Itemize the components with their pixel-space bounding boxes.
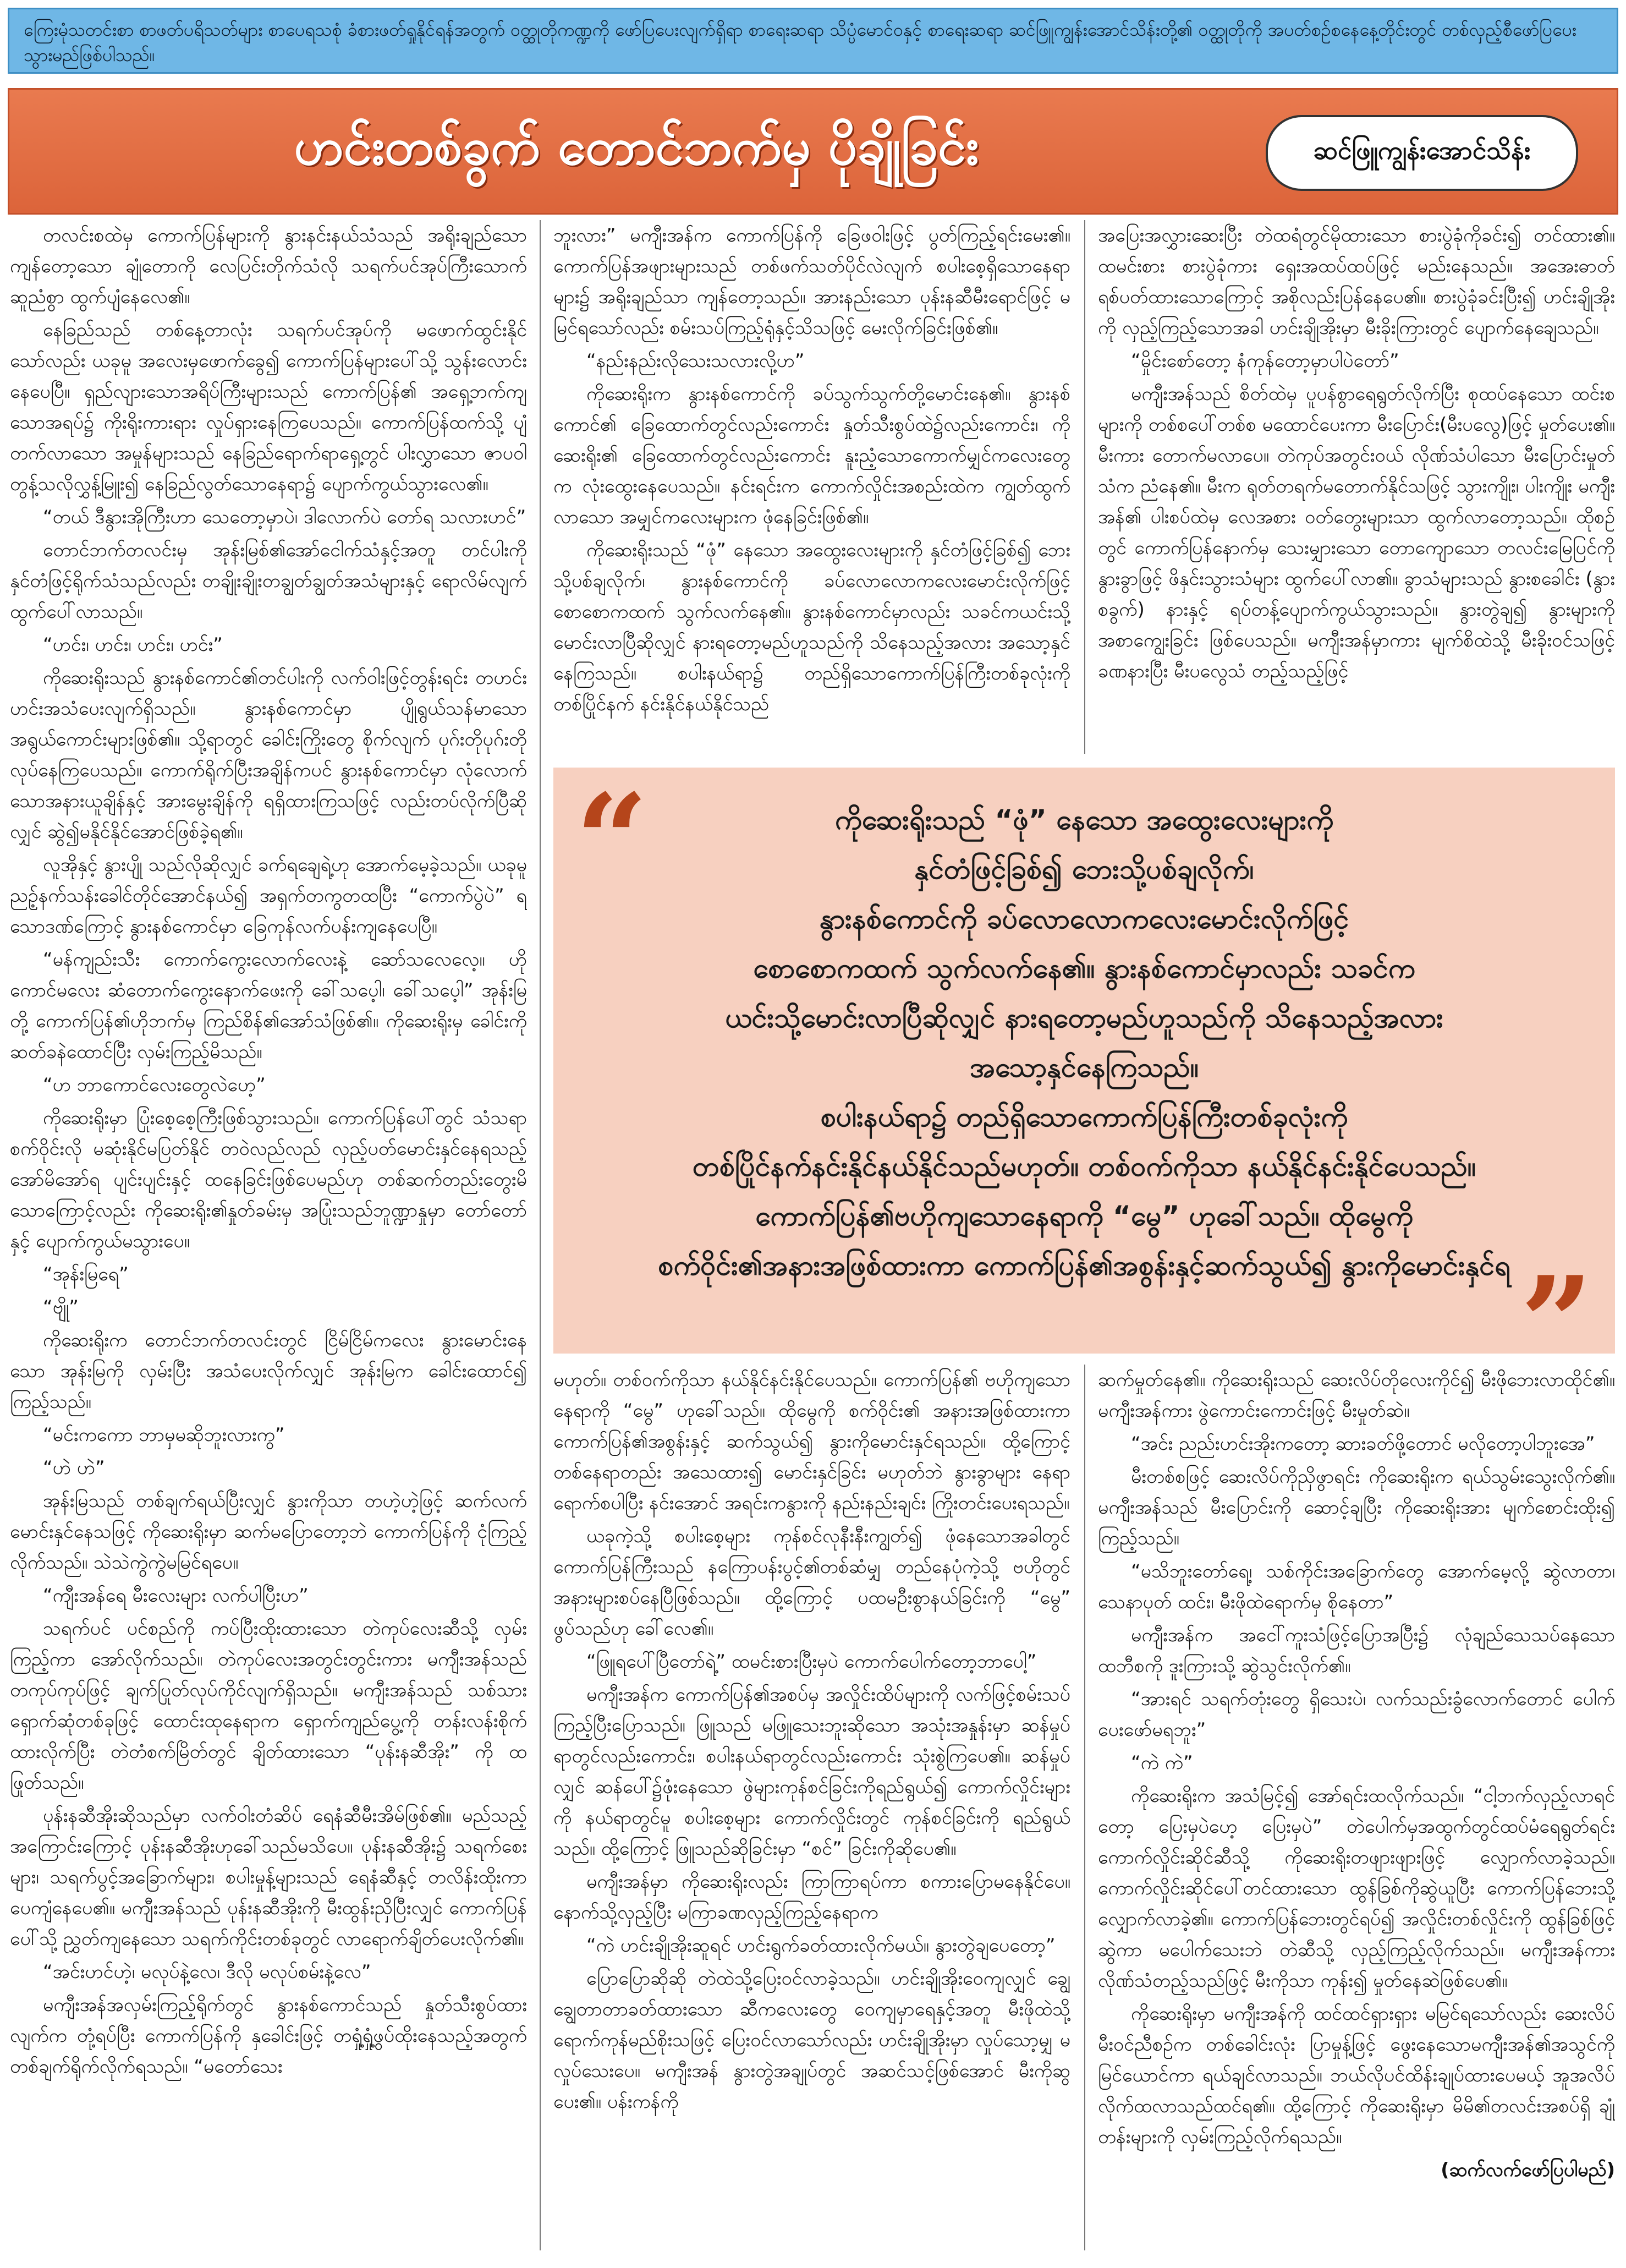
paragraph: မကျီးအန်မှာ ကိုဆေးရိုးလည်း ကြာကြာရပ်ကာ စကားပြောမနေနိုင်ပေ။ နောက်သို့လှည့်ပြီး မကြာခဏလှည့်ကြည့်နေရာက bbox=[553, 1871, 1070, 1924]
paragraph: နေခြည်သည် တစ်နေ့တာလုံး သရက်ပင်အုပ်ကို မဖောက်ထွင်းနိုင်သော်လည်း ယခုမူ အလေးမှဖောက်ခွေ၍ ကောက်ပြန်များပေါ်သို့ သွန်းလောင်းနေပေပြီ။ ရှည်လျားသောအရိပ်ကြီးများသည် ကောက်ပြန်၏ အရှေ့ဘက်ကျသောအရပ်၌ ကိုးရိုးကားရား လှုပ်ရှားနေကြပေသည်။ ကောက်ပြန်ထက်သို့ ပျံတက်လာသော အမှုန်များသည် နေခြည်ရောက်ရာရှေ့တွင် ပါးလွှာသော ဇာပဝါတွန့်သလိုလွှန့်မြူး၍ နေခြည်လွတ်သောနေရာ၌ ပျောက်ကွယ်သွားလေ၏။ bbox=[10, 319, 527, 495]
pull-quote-line: ကောက်ပြန်၏ဗဟိုကျသောနေရာကို “မွေ” ဟုခေါ်သည်။ ထိုမွေကို bbox=[755, 1200, 1413, 1232]
quote-close-icon: ” bbox=[1520, 1249, 1593, 1398]
paragraph: သရက်ပင် ပင်စည်ကို ကပ်ပြီးထိုးထားသော တဲကုပ်လေးဆီသို့ လှမ်းကြည့်ကာ အော်လိုက်သည်။ တဲကုပ်လေးအတွင်းတွင်းကား မကျီးအန်သည် တကုပ်ကုပ်ဖြင့် ချက်ပြုတ်လုပ်ကိုင်လျက်ရှိသည်။ မကျီးအန်သည် သစ်သားရှောက်ဆုံတစ်ခုဖြင့် ထောင်းထုနေရာက ရှောက်ကျည်ပွေ့ကို တန်းလန်းစိုက်ထားလိုက်ပြီး တဲတံစက်မြိတ်တွင် ချိတ်ထားသော “ပုန်းနဆီအိုး” ကို ထဖြုတ်သည်။ bbox=[10, 1618, 527, 1794]
pull-quote-line: အသော့နှင်နေကြသည်။ bbox=[970, 1051, 1199, 1083]
column-divider bbox=[1084, 220, 1085, 754]
paragraph: ဆက်မှုတ်နေ၏။ ကိုဆေးရိုးသည် ဆေးလိပ်တိုလေးကိုင်၍ မီးဖိုဘေးလာထိုင်၏။ မကျီးအန်ကား ဖွဲကောင်းကောင်းဖြင့် မီးမှုတ်ဆဲ။ bbox=[1098, 1369, 1615, 1422]
paragraph: ကိုဆေးရိုးက တောင်ဘက်တလင်းတွင် ငြိမ်ငြိမ်ကလေး နွားမောင်းနေသော အုန်းမြကို လှမ်းပြီး အသံပေးလိုက်လျှင် အုန်းမြက ခေါင်းထောင်၍ ကြည့်သည်။ bbox=[10, 1329, 527, 1413]
paragraph: ကိုဆေးရိုးမှာ ပြုံးစေ့စေ့ကြီးဖြစ်သွားသည်။ ကောက်ပြန်ပေါ်တွင် သံသရာစက်ဝိုင်းလို မဆုံးနိုင်မပြတ်နိုင် တဝဲလည်လည် လှည့်ပတ်မောင်းနှင်နေရသည့် အော်မိအော်ရ ပျင်းပျင်းနှင့် ထနေခြင်းဖြစ်ပေမည်ဟု တစ်ဆက်တည်းတွေးမိသောကြောင့်လည်း ကိုဆေးရိုး၏နှုတ်ခမ်းမှ အပြုံးသည်ဘူဏ္ဍာနှုမှာ တော်တော်နှင့် ပျောက်ကွယ်မသွားပေ။ bbox=[10, 1107, 527, 1252]
column-divider bbox=[540, 220, 541, 2250]
paragraph: “ကျီးအန်ရေ မီးလေးများ လက်ပါပြီးဟ” bbox=[43, 1585, 309, 1607]
pull-quote-line: နှင်တံဖြင့်ခြစ်၍ ဘေးသို့ပစ်ချလိုက်၊ bbox=[914, 853, 1254, 885]
paragraph: မကျီးအန်သည် စိတ်ထဲမှ ပူပန်စွာရေရွတ်လိုက်ပြီး စုထပ်နေသော ထင်းစများကို တစ်စပေါ်တစ်စ မထောင်ပေးကာ မီးပြောင်း(မီးပလွေ)ဖြင့် မှုတ်ပေး၏။ မီးကား တောက်မလာပေ။ တဲကုပ်အတွင်းဝယ် လိုဏ်သံပါသော မီးပြောင်းမှုတ်သံက ညံနေ၏။ မီးက ရုတ်တရက်မတောက်နိုင်သဖြင့် သွားကျိုး၊ ပါးကျိုး မကျီးအန်၏ ပါးစပ်ထဲမှ လေအစား ဝတ်တွေးများသာ ထွက်လာတော့သည်။ ထိုစဉ်တွင် ကောက်ပြန်နောက်မှ သေးမျှားသော တောကျောသော တလင်းမြေပြင်ကို နွားခွာဖြင့် ဖိနှင်းသွားသံများ ထွက်ပေါ်လာ၏။ ခွာသံများသည် နွားစခေါင်း (နွားစခွက်) နားနှင့် ရပ်တန့်ပျောက်ကွယ်သွားသည်။ နွားတွဲချ၍ နွားများကို အစာကျွေးခြင်း ဖြစ်ပေသည်။ မကျီးအန်မှာကား မျက်စိထဲသို့ မီးခိုးဝင်သဖြင့် ခဏနားပြီး မီးပလွေသံ တည့်သည့်ဖြင့် bbox=[1098, 383, 1615, 682]
story-title: ဟင်းတစ်ခွက် တောင်ဘက်မှ ပိုချိုခြင်း bbox=[294, 117, 979, 176]
pull-quote-line: ကိုဆေးရိုးသည် “ဖုံ” နေသော အထွေးလေးများကို bbox=[834, 804, 1334, 836]
story-header bbox=[8, 88, 1618, 215]
author-badge: ဆင်ဖြူကျွန်းအောင်သိန်း bbox=[1266, 115, 1578, 191]
paragraph: တလင်းစထဲမှ ကောက်ပြန်များကို နွားနင်းနယ်သံသည် အရိုးချည်သောကျန်တော့သော ချုံတောကို လေပြင်းတိုက်သံလို သရက်ပင်အုပ်ကြီးသောက် ဆူညံစွာ ထွက်ပျံနေလေ၏။ bbox=[10, 224, 527, 308]
paragraph: မဟုတ်။ တစ်ဝက်ကိုသာ နယ်နိုင်နင်းနိုင်ပေသည်။ ကောက်ပြန်၏ ဗဟိုကျသော နေရာကို “မွေ” ဟုခေါ်သည်။ ထိုမွေကို စက်ဝိုင်း၏ အနားအဖြစ်ထားကာ ကောက်ပြန်၏အစွန်းနှင့် ဆက်သွယ်၍ နွားကိုမောင်းနှင်ရသည်။ ထို့ကြောင့် တစ်နေရာတည်း အသေထား၍ မောင်းနှင်ခြင်း မဟုတ်ဘဲ နွားခွာများ နေရာရောက်စပါပြီး နင်းအောင် အရင်းကနွားကို နည်းနည်းချင်း ကြိုးတင်းပေးရသည်။ bbox=[553, 1369, 1070, 1514]
article-column-3-bottom bbox=[1098, 1365, 1615, 2250]
pull-quote-line: စောစောကထက် သွက်လက်နေ၏။ နွားနစ်ကောင်မှာလည်း သခင်က bbox=[753, 952, 1415, 984]
paragraph: “မသိဘူးတော်ရေ့၊ သစ်ကိုင်းအခြောက်တွေ အောက်မေ့လို့ ဆွဲလာတာ၊ သေနာပုတ် ထင်း၊ မီးဖိုထဲရောက်မှ စိုနေတာ” bbox=[1098, 1560, 1615, 1613]
pull-quote-line: တစ်ပြိုင်နက်နင်းနိုင်နယ်နိုင်သည်မဟုတ်။ တစ်ဝက်ကိုသာ နယ်နိုင်နင်းနိုင်ပေသည်။ bbox=[693, 1151, 1476, 1182]
paragraph: ကိုဆေးရိုးသည် နွားနစ်ကောင်၏တင်ပါးကို လက်ဝါးဖြင့်တွန်းရင်း တဟင်းဟင်းအသံပေးလျက်ရှိသည်။ နွားနစ်ကောင်မှာ ပျိုရွယ်သန်မာသောအရွယ်ကောင်းများဖြစ်၏။ သို့ရာတွင် ခေါင်းကြိုးတွေ စိုက်လျက် ပုဂ်းတိုပုဂ်းတိုလုပ်နေကြပေသည်။ ကောက်ရိုက်ပြီးအချိန်ကပင် နွားနစ်ကောင်မှာ လုံလောက်သောအနားယူချိန်နှင့် အားမွေးချိန်ကို ရရှိထားကြသဖြင့် လည်းတပ်လိုက်ပြီဆိုလျှင် ဆွဲ၍မနိုင်နိုင်အောင်ဖြစ်ခဲ့ရ၏။ bbox=[10, 667, 527, 843]
pull-quote-line: နွားနစ်ကောင်ကို ခပ်လောလောကလေးမောင်းလိုက်ဖြင့် bbox=[819, 903, 1349, 935]
paragraph: ကိုဆေးရိုးသည် “ဖုံ” နေသော အထွေးလေးများကို နှင်တံဖြင့်ခြစ်၍ ဘေးသို့ပစ်ချလိုက်၊ နွားနစ်ကောင်ကို ခပ်လောလောကလေးမောင်းလိုက်ဖြင့် စောစောကထက် သွက်လက်နေ၏။ နွားနစ်ကောင်မှာလည်း သခင်ကယင်းသို့မောင်းလာပြီဆိုလျှင် နားရတော့မည်ဟူသည်ကို သိနေသည့်အလား အသော့နှင်နေကြသည်။ စပါးနယ်ရာ၌ တည်ရှိသောကောက်ပြန်ကြီးတစ်ခုလုံးကို တစ်ပြိုင်နက် နင်းနိုင်နယ်နိုင်သည် bbox=[553, 539, 1070, 715]
paragraph: ဘူးလား” မကျီးအန်က ကောက်ပြန်ကို ခြေဖဝါးဖြင့် ပွတ်ကြည့်ရင်းမေး၏။ ကောက်ပြန်အဖျားများသည် တစ်ဖက်သတ်ပိုင်လဲလျက် စပါးစေ့ရှိသောနေရာများ၌ အရိုးချည်သာ ကျန်တော့သည်။ အားနည်းသော ပုန်းနဆီမီးရောင်ဖြင့် မမြင်ရသော်လည်း စမ်းသပ်ကြည့်ရုံနှင့်သိသဖြင့် မေးလိုက်ခြင်းဖြစ်၏။ bbox=[553, 224, 1070, 339]
paragraph: “မန်ကျည်းသီး ကောက်ကွေးလောက်လေးနဲ့ ဆော်သလေလေ့။ ဟိုကောင်မလေး ဆံတောက်ကွေးနောက်ဖေးကို ခေါ်သပေ့ါ၊ ခေါ်သပေ့ါ” အုန်းမြတို့ ကောက်ပြန်၏ဟိုဘက်မှ ကြည်စိန်၏အော်သံဖြစ်၏။ ကိုဆေးရိုးမှ ခေါင်းကို ဆတ်ခနဲထောင်ပြီး လှမ်းကြည့်မိသည်။ bbox=[10, 949, 527, 1063]
paragraph: “ဟ ဘာကောင်လေးတွေလဲဟေ့” bbox=[43, 1074, 266, 1096]
paragraph: “ဖြူရပေါ်ပြီတော်ရဲ့” ထမင်းစားပြီးမှပဲ ကောက်ပေါက်တော့ဘာပေါ့” bbox=[586, 1651, 1037, 1673]
paragraph: လူအိုနှင့် နွားပျို သည်လိုဆိုလျှင် ခက်ရချေရဲ့ဟု အောက်မေ့ခဲ့သည်။ ယခုမူ ညဉ့်နက်သန်းခေါင်တိုင်အောင်နယ်၍ အရှက်တကွတထပြီး “ကောက်ပွဲပဲ” ရသောဒဏ်ကြောင့် နွားနစ်ကောင်မှာ ခြေကုန်လက်ပန်းကျနေပေပြီ။ bbox=[10, 854, 527, 938]
paragraph: “နည်းနည်းလိုသေးသလားလို့ဟ” bbox=[586, 350, 805, 372]
paragraph: မကျီးအန်က ကောက်ပြန်၏အစပ်မှ အလှိုင်းထိပ်များကို လက်ဖြင့်စမ်းသပ်ကြည့်ပြီးပြောသည်။ ဖြူသည် မဖြူသေးဘူးဆိုသော အသုံးအနှုန်းမှာ ဆန်မှုပ်ရာတွင်လည်းကောင်း၊ စပါးနယ်ရာတွင်လည်းကောင်း သုံးစွဲကြပေ၏။ ဆန်မှုပ်လျှင် ဆန်ပေါ်၌ဖုံးနေသော ဖွဲများကုန်စင်ခြင်းကိုရည်ရွယ်၍ ကောက်လှိုင်းများကို နယ်ရာတွင်မူ စပါးစေ့များ ကောက်လှိုင်းတွင် ကုန်စင်ခြင်းကို ရည်ရွယ်သည်။ ထို့ကြောင့် ဖြူသည်ဆိုခြင်းမှာ “စင်” ခြင်းကိုဆိုပေ၏။ bbox=[553, 1684, 1070, 1860]
pull-quote-line: စက်ဝိုင်း၏အနားအဖြစ်ထားကာ ကောက်ပြန်၏အစွန်းနှင့်ဆက်သွယ်၍ နွားကိုမောင်းနှင်ရ bbox=[658, 1250, 1510, 1281]
paragraph: ကိုဆေးရိုးမှာ မကျီးအန်ကို ထင်ထင်ရှားရှား မမြင်ရသော်လည်း ဆေးလိပ်မီးဝင်ညီစဉ်က တစ်ခေါင်းလုံး ပြာမှုန့်ဖြင့် ဖွေးနေသောမကျီးအန်၏အသွင်ကို မြင်ယောင်ကာ ရယ်ချင်လာသည်။ ဘယ်လိုပင်ထိန်းချုပ်ထားပေမယ့် အူအလိပ်လိုက်ထလာသည်ထင်ရ၏။ ထို့ကြောင့် ကိုဆေးရိုးမှာ မိမိ၏တလင်းအစပ်ရှိ ချုံတန်းများကို လှမ်းကြည့်လိုက်ရသည်။ bbox=[1098, 2003, 1615, 2148]
paragraph: ကိုဆေးရိုးက အသံမြင့်၍ အော်ရင်းထလိုက်သည်။ “ငါ့ဘက်လှည့်လာရင်တော့ ပြေးမှပဲဟေ့ ပြေးမှပဲ” တဲပေါက်မှအထွက်တွင်ထပ်မံရေရွတ်ရင်း ကောက်လှိုင်းဆိုင်ဆီသို့ ကိုဆေးရိုးတဖျားဖျားဖြင့် လျှောက်လာခဲ့သည်။ ကောက်လှိုင်းဆိုင်ပေါ်တင်ထားသော ထွန်ခြစ်ကိုဆွဲယူပြီး ကောက်ပြန်ဘေးသို့ လျှောက်လာခဲ့၏။ ကောက်ပြန်ဘေးတွင်ရပ်၍ အလှိုင်းတစ်လှိုင်းကို ထွန်ခြစ်ဖြင့်ဆွဲကာ မပေါက်သေးဘဲ တဲဆီသို့ လှည့်ကြည့်လိုက်သည်။ မကျီးအန်ကား လိုဏ်သံတည့်သည်ဖြင့် မီးကိုသာ ကုန်း၍ မှုတ်နေဆဲဖြစ်ပေ၏။ bbox=[1098, 1785, 1615, 1992]
paragraph: “ဗျို” bbox=[43, 1296, 79, 1318]
pull-quote-line: ယင်းသို့မောင်းလာပြီဆိုလျှင် နားရတော့မည်ဟူသည်ကို သိနေသည့်အလား bbox=[725, 1002, 1443, 1034]
paragraph: မကျီးအန်က အငေါ်ကူးသံဖြင့်ပြောအပြီး၌ လုံချည်သေသပ်နေသော ထဘီစကို ဒူးကြားသို့ ဆွဲသွင်းလိုက်၏။ bbox=[1098, 1624, 1615, 1677]
paragraph: “တယ် ဒီနွားအိုကြီးဟာ သေတော့မှာပဲ၊ ဒါလောက်ပဲ တော်ရ သလားဟင်” bbox=[43, 506, 526, 528]
paragraph: “မင်းကကော ဘာမှမဆိုဘူးလားကွ” bbox=[43, 1424, 285, 1446]
paragraph: “မှိုင်းစော်တော့ နံကုန်တော့မှာပါပဲတော်” bbox=[1131, 350, 1399, 372]
paragraph: “ကဲ ကဲ” bbox=[1131, 1752, 1193, 1774]
paragraph: “အင်း ညည်းဟင်းအိုးကတော့ ဆားခတ်ဖို့တောင် မလိုတော့ပါဘူးအေ” bbox=[1131, 1433, 1595, 1455]
paragraph: မီးတစ်စဖြင့် ဆေးလိပ်ကိုညှိဖွာရင်း ကိုဆေးရိုးက ရယ်သွမ်းသွေးလိုက်၏။ မကျီးအန်သည် မီးပြောင်းကို ဆောင့်ချပြီး ကိုဆေးရိုးအား မျက်စောင်းထိုး၍ ကြည့်သည်။ bbox=[1098, 1466, 1615, 1549]
paragraph: အပြေးအလွှားဆေးပြီး တဲထရံတွင်မိုထားသော စားပွဲခုံကိုခင်း၍ တင်ထား၏။ ထမင်းစား စားပွဲခုံကား ရှေးအထပ်ထပ်ဖြင့် မည်းနေသည်။ အအေးဓာတ်ရစ်ပတ်ထားသောကြောင့် အစိုလည်းပြန်နေပေ၏။ စားပွဲခုံခင်းပြီး၍ ဟင်းချိုအိုးကို လှည့်ကြည့်သောအခါ ဟင်းချိုအိုးမှာ မီးခိုးကြားတွင် ပျောက်နေချေသည်။ bbox=[1098, 224, 1615, 339]
paragraph: “အင်းဟင်ဟဲ့၊ မလုပ်နဲ့လေ၊ ဒီလို မလုပ်စမ်းနဲ့လေ” bbox=[43, 1961, 371, 1983]
paragraph: ယခုကဲ့သို့ စပါးစေ့များ ကုန်စင်လုနီးနီးကျွတ်၍ ဖုံနေသောအခါတွင် ကောက်ပြန်ကြီးသည် နကြောပန်းပွင့်၏တစ်ဆံမျှ တည်နေပုံကဲ့သို့ ဗဟိုတွင် အနားများစပ်နေပြီဖြစ်သည်။ ထို့ကြောင့် ပထမဦးစွာနယ်ခြင်းကို “မွေ” ဖွပ်သည်ဟု ခေါ်လေ၏။ bbox=[553, 1525, 1070, 1640]
paragraph: ပြောပြောဆိုဆို တဲထဲသို့ပြေးဝင်လာခဲ့သည်။ ဟင်းချိုအိုးဝေကျလျှင် ချွေချွေတာတာခတ်ထားသော ဆီကလေးတွေ ဝေကျမှာရေနှင့်အတူ မီးဖိုထဲသို့ ရောက်ကုန်မည်စိုးသဖြင့် ပြေးဝင်လာသော်လည်း ဟင်းချိုအိုးမှာ လှုပ်သော့မျှ မလှုပ်သေးပေ။ မကျီးအန် နွားတွဲအချုပ်တွင် အဆင်သင့်ဖြစ်အောင် မီးကိုဆွပေး၏။ ပန်းကန်ကို bbox=[553, 1968, 1070, 2113]
article-column-1 bbox=[10, 220, 527, 2250]
paragraph: အုန်းမြသည် တစ်ချက်ရယ်ပြီးလျှင် နွားကိုသာ တဟဲ့ဟဲ့ဖြင့် ဆက်လက်မောင်းနှင်နေသဖြင့် ကိုဆေးရိုးမှာ ဆက်မပြောတော့ဘဲ ကောက်ပြန်ကို ငုံကြည့်လိုက်သည်။ သဲသဲကွဲကွဲမမြင်ရပေ။ bbox=[10, 1490, 527, 1574]
paragraph: “ကဲ ဟင်းချိုအိုးဆူရင် ဟင်းရွက်ခတ်ထားလိုက်မယ်။ နွားတွဲချပေတော့” bbox=[586, 1935, 1056, 1957]
intro-banner-text: ကြေးမုံသတင်းစာ စာဖတ်ပရိသတ်များ စာပေရသစုံ ခံစားဖတ်ရှုနိုင်ရန်အတွက် ဝတ္ထုတိုကဏ္ဍကို ဖော်ပြပေးလျက်ရှိရာ စာရေးဆရာ သိပ္ပံမောင်ဝနှင့် စာရေးဆရာ ဆင်ဖြူကျွန်းအောင်သိန်းတို့၏ ဝတ္ထုတိုကို အပတ်စဉ်စနေနေ့တိုင်းတွင် တစ်လှည့်စီဖော်ပြပေးသွားမည်ဖြစ်ပါသည်။ bbox=[24, 19, 1576, 65]
paragraph: “ဟဲ ဟဲ” bbox=[43, 1457, 105, 1479]
paragraph: ကိုဆေးရိုးက နွားနစ်ကောင်ကို ခပ်သွက်သွက်တို့မောင်းနေ၏။ နွားနစ်ကောင်၏ ခြေထောက်တွင်လည်းကောင်း နှုတ်သီးစွပ်ထဲ၌လည်းကောင်း၊ ကိုဆေးရိုး၏ ခြေထောက်တွင်လည်းကောင်း နူးညံ့သောကောက်မျှင်ကလေးတွေက လုံးထွေးနေပေသည်။ နင်းရင်းက ကောက်လှိုင်းအစည်းထဲက ကျွတ်ထွက်လာသော အမျှင်ကလေးများက ဖုံနေခြင်းဖြစ်၏။ bbox=[553, 383, 1070, 528]
to-be-continued: (ဆက်လက်ဖော်ပြပါမည်) bbox=[1441, 2159, 1615, 2181]
intro-banner bbox=[8, 8, 1618, 74]
paragraph: မကျီးအန်အလှမ်းကြည့်ရိုက်တွင် နွားနစ်ကောင်သည် နှုတ်သီးစွပ်ထားလျက်က တုံ့ရပ်ပြီး ကောက်ပြန်ကို နှခေါင်းဖြင့် တရှုံ့ရှုံ့ဖွပ်ထိုးနေသည့်အတွက် တစ်ချက်ရိုက်လိုက်ရသည်။ “မတော်သေး bbox=[10, 1994, 527, 2078]
paragraph: ပုန်းနဆီအိုးဆိုသည်မှာ လက်ဝါးတံဆိပ် ရေနံဆီမီးအိမ်ဖြစ်၏။ မည်သည့်အကြောင်းကြောင့် ပုန်းနဆီအိုးဟုခေါ်သည်မသိပေ။ ပုန်းနဆီအိုး၌ သရက်စေးများ၊ သရက်ပွင့်အခြောက်များ၊ စပါးမှုန့်များသည် ရေနံဆီနှင့် တလိန်းထိုးကာ ပေကျံနေပေ၏။ မကျီးအန်သည် ပုန်းနဆီအိုးကို မီးထွန်းညှိပြီးလျှင် ကောက်ပြန်ပေါ်သို့ ညွှတ်ကျနေသော သရက်ကိုင်းတစ်ခုတွင် လာရောက်ချိတ်ပေးလိုက်၏။ bbox=[10, 1805, 527, 1950]
pull-quote-text bbox=[614, 795, 1554, 1290]
paragraph: “ဟင်း၊ ဟင်း၊ ဟင်း၊ ဟင်း” bbox=[43, 634, 223, 656]
article-column-2-bottom bbox=[553, 1365, 1070, 2250]
paragraph: “အားရင် သရက်တုံးတွေ ရှိသေးပဲ၊ လက်သည်းခွံလောက်တောင် ပေါက်ပေးဖော်မရဘူး” bbox=[1098, 1688, 1615, 1741]
pull-quote-line: စပါးနယ်ရာ၌ တည်ရှိသောကောက်ပြန်ကြီးတစ်ခုလုံးကို bbox=[820, 1101, 1348, 1133]
paragraph: တောင်ဘက်တလင်းမှ အုန်းမြစ်၏အော်ငေါက်သံနှင့်အတူ တင်ပါးကို နှင်တံဖြင့်ရိုက်သံသည်လည်း တချိုးချိုးတချွတ်ချွတ်အသံများနှင့် ရောလိမ်လျက်ထွက်ပေါ်လာသည်။ bbox=[10, 539, 527, 623]
column-divider bbox=[1084, 1365, 1085, 2250]
paragraph: “အုန်းမြရေ” bbox=[43, 1263, 129, 1285]
quote-open-icon: “ bbox=[575, 766, 649, 915]
article-column-2-top bbox=[553, 220, 1070, 754]
article-column-3-top bbox=[1098, 220, 1615, 754]
